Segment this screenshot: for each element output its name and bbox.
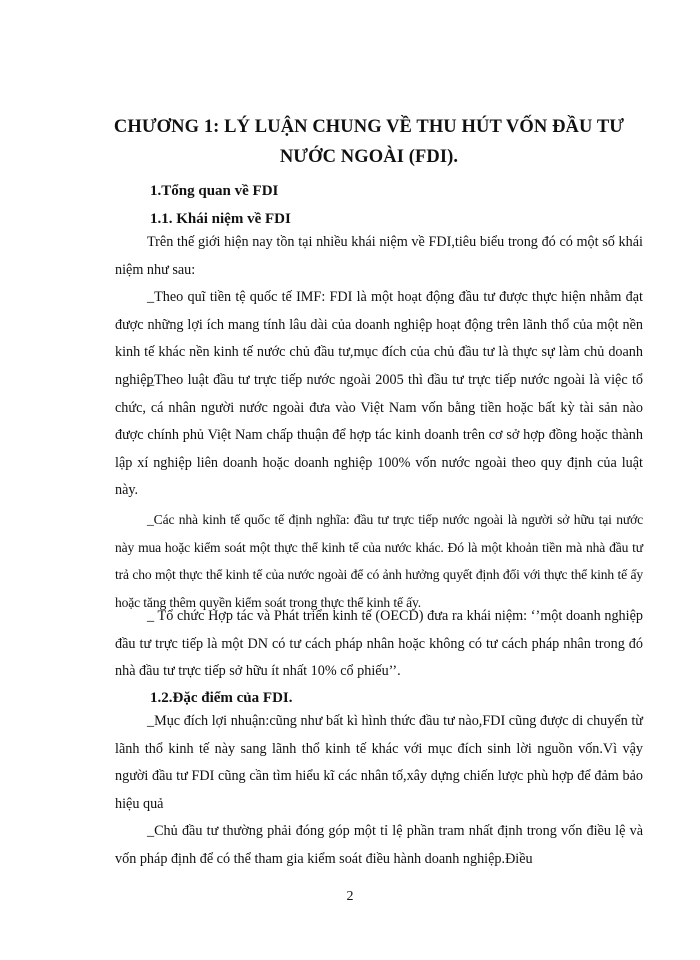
paragraph-oecd-definition: _ Tổ chức Hợp tác và Phát triển kinh tế (OECD) đưa ra khái niệm: ‘’một doanh nghiệp đầu tư trực tiếp là một DN có tư cách pháp nhân hoặc không có tư cách pháp nhân trong đó nhà đầu tư trực tiếp sở hữu ít nhất 10% cổ phiếu’’. (115, 608, 643, 680)
paragraph-capital-contribution: _Chủ đầu tư thường phải đóng góp một tỉ lệ phần tram nhất định trong vốn điều lệ và vốn pháp định để có thể tham gia kiểm soát điều hành doanh nghiệp.Điều (115, 823, 643, 867)
section-heading-1: 1.Tổng quan về FDI (150, 183, 279, 199)
section-heading-1-2: 1.2.Đặc điểm của FDI. (150, 690, 293, 706)
paragraph-intro: Trên thế giới hiện nay tồn tại nhiều khái niệm về FDI,tiêu biểu trong đó có một số khái niệm như sau: (115, 234, 643, 278)
paragraph-law-definition: _Theo luật đầu tư trực tiếp nước ngoài 2005 thì đầu tư trực tiếp nước ngoài là việc tổ chức, cá nhân người nước ngoài đưa vào Việt Nam vốn bằng tiền hoặc bất kỳ tài sản nào được chính phủ Việt Nam chấp thuận để hợp tác kinh doanh trên cơ sở hợp đồng hoặc thành lập xí nghiệp liên doanh hoặc doanh nghiệp 100% vốn nước ngoài theo quy định của luật này. (115, 372, 643, 499)
paragraph-economists-definition: _Các nhà kinh tế quốc tế định nghĩa: đầu tư trực tiếp nước ngoài là người sở hữu tại nước này mua hoặc kiểm soát một thực thể kinh tế của nước khác. Đó là một khoản tiền mà nhà đầu tư trả cho một thực thể kinh tế của nước ngoài để có ảnh hưởng quyết định đối với thực thể kinh tế ấy hoặc tăng thêm quyền kiểm soát trong thực thể kinh tế ấy. (115, 512, 643, 610)
page-number: 2 (346, 889, 354, 904)
section-heading-1-1: 1.1. Khái niệm về FDI (150, 211, 291, 227)
chapter-title: CHƯƠNG 1: LÝ LUẬN CHUNG VỀ THU HÚT VỐN ĐẦU TƯ NƯỚC NGOÀI (FDI). (113, 117, 625, 167)
paragraph-profit-purpose: _Mục đích lợi nhuận:cũng như bất kì hình thức đầu tư nào,FDI cũng được di chuyển từ lãnh thổ kinh tế này sang lãnh thổ kinh tế khác với mục đích sinh lời nguồn vốn.Vì vậy người đầu tư FDI cũng cần tìm hiểu kĩ các nhân tố,xây dựng chiến lược phù hợp để đảm bảo hiệu quả (115, 713, 643, 812)
paragraph-imf-definition: _Theo quĩ tiền tệ quốc tế IMF: FDI là một hoạt động đầu tư được thực hiện nhằm đạt được những lợi ích mang tính lâu dài của doanh nghiệp hoạt động trên lãnh thổ của một nền kinh tế khác nền kinh tế nước chủ đầu tư,mục đích của chủ đầu tư là thực sự làm chủ doanh nghiệp (115, 289, 643, 388)
